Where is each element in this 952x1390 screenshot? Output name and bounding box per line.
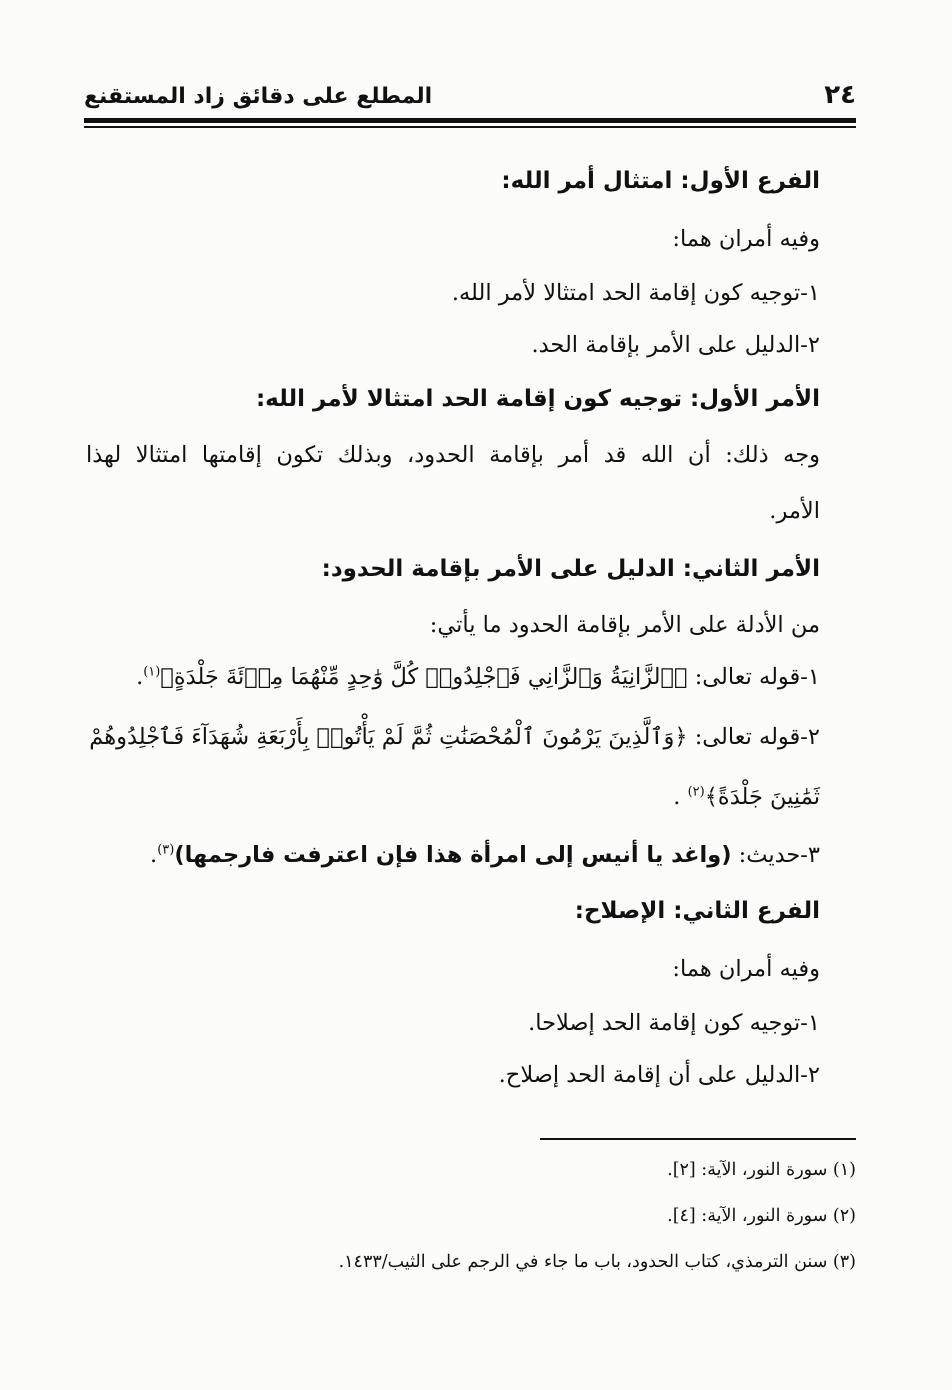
evidence-3-prefix: ٣-حديث: bbox=[738, 842, 820, 868]
page-number: ٢٤ bbox=[824, 80, 856, 110]
evidence-3: ٣-حديث: (واغد يا أنيس إلى امرأة هذا فإن اعترفت فارجمها)$^{(٣)}$. bbox=[150, 842, 820, 868]
evidence-2-line-1 bbox=[89, 724, 820, 750]
footnote-ref-2: (٢) bbox=[687, 784, 705, 800]
footnote-ref-3: (٣) bbox=[157, 842, 175, 858]
matter2-heading: الأمر الثاني: الدليل على الأمر بإقامة الحدود: bbox=[321, 556, 820, 582]
matter1-text-line-1: وجه ذلك: أن الله قد أمر بإقامة الحدود، وبذلك تكون إقامتها امتثالا لهذا bbox=[86, 442, 820, 468]
footnote-separator bbox=[540, 1138, 856, 1140]
branch2-item-2: ٢-الدليل على أن إقامة الحد إصلاح. bbox=[498, 1062, 820, 1088]
evidence-2-verse-line-1: ﴿وَٱلَّذِينَ يَرْمُونَ ٱلْمُحْصَنَٰتِ ثُمَّ لَمْ يَأْتُوا۟ بِأَرْبَعَةِ شُهَدَآءَ فَٱجْلِدُوهُمْ bbox=[89, 724, 688, 750]
branch1-intro: وفيه أمران هما: bbox=[672, 226, 820, 252]
matter1-heading: الأمر الأول: توجيه كون إقامة الحد امتثالا لأمر الله: bbox=[255, 386, 820, 412]
evidence-1-verse: ﴿ٱلزَّانِيَةُ وَٱلزَّانِي فَٱجْلِدُوا۟ كُلَّ وَٰحِدٍ مِّنْهُمَا مِا۟ئَةَ جَلْدَةٍ﴾ bbox=[160, 664, 688, 690]
matter1-text-line-2: الأمر. bbox=[769, 498, 820, 524]
branch2-heading: الفرع الثاني: الإصلاح: bbox=[574, 898, 820, 924]
evidence-3-hadith: (واغد يا أنيس إلى امرأة هذا فإن اعترفت فارجمها) bbox=[174, 842, 732, 868]
matter2-intro: من الأدلة على الأمر بإقامة الحدود ما يأتي: bbox=[429, 612, 820, 638]
evidence-2-verse-line-2: ثَمَٰنِينَ جَلْدَةً﴾ bbox=[704, 784, 820, 810]
evidence-1: ١-قوله تعالى: ﴿ٱلزَّانِيَةُ وَٱلزَّانِي فَٱجْلِدُوا۟ كُلَّ وَٰحِدٍ مِّنْهُمَا مِا۟ئَةَ جَلْدَةٍ﴾$^{(١)}$. bbox=[136, 664, 820, 690]
header-rule-thin bbox=[84, 126, 856, 128]
footnote-ref-1: (١) bbox=[143, 664, 161, 680]
header-rule-thick bbox=[84, 118, 856, 123]
branch1-item-2: ٢-الدليل على الأمر بإقامة الحد. bbox=[531, 332, 820, 358]
branch2-intro: وفيه أمران هما: bbox=[672, 956, 820, 982]
page-header bbox=[84, 78, 856, 116]
footnote-3: (٣) سنن الترمذي، كتاب الحدود، باب ما جاء في الرجم على الثيب/١٤٣٣. bbox=[338, 1252, 856, 1272]
evidence-2-prefix: ٢-قوله تعالى: bbox=[694, 724, 820, 750]
evidence-1-prefix: ١-قوله تعالى: bbox=[694, 664, 820, 690]
branch1-heading: الفرع الأول: امتثال أمر الله: bbox=[501, 168, 820, 194]
footnote-1: (١) سورة النور، الآية: [٢]. bbox=[667, 1160, 856, 1180]
branch1-item-1: ١-توجيه كون إقامة الحد امتثالا لأمر الله. bbox=[451, 280, 820, 306]
evidence-2-line-2: ثَمَٰنِينَ جَلْدَةً﴾$^{(٢)}$ . bbox=[673, 784, 820, 810]
book-title: المطلع على دقائق زاد المستقنع bbox=[84, 84, 433, 109]
footnote-2: (٢) سورة النور، الآية: [٤]. bbox=[667, 1206, 856, 1226]
branch2-item-1: ١-توجيه كون إقامة الحد إصلاحا. bbox=[528, 1010, 820, 1036]
